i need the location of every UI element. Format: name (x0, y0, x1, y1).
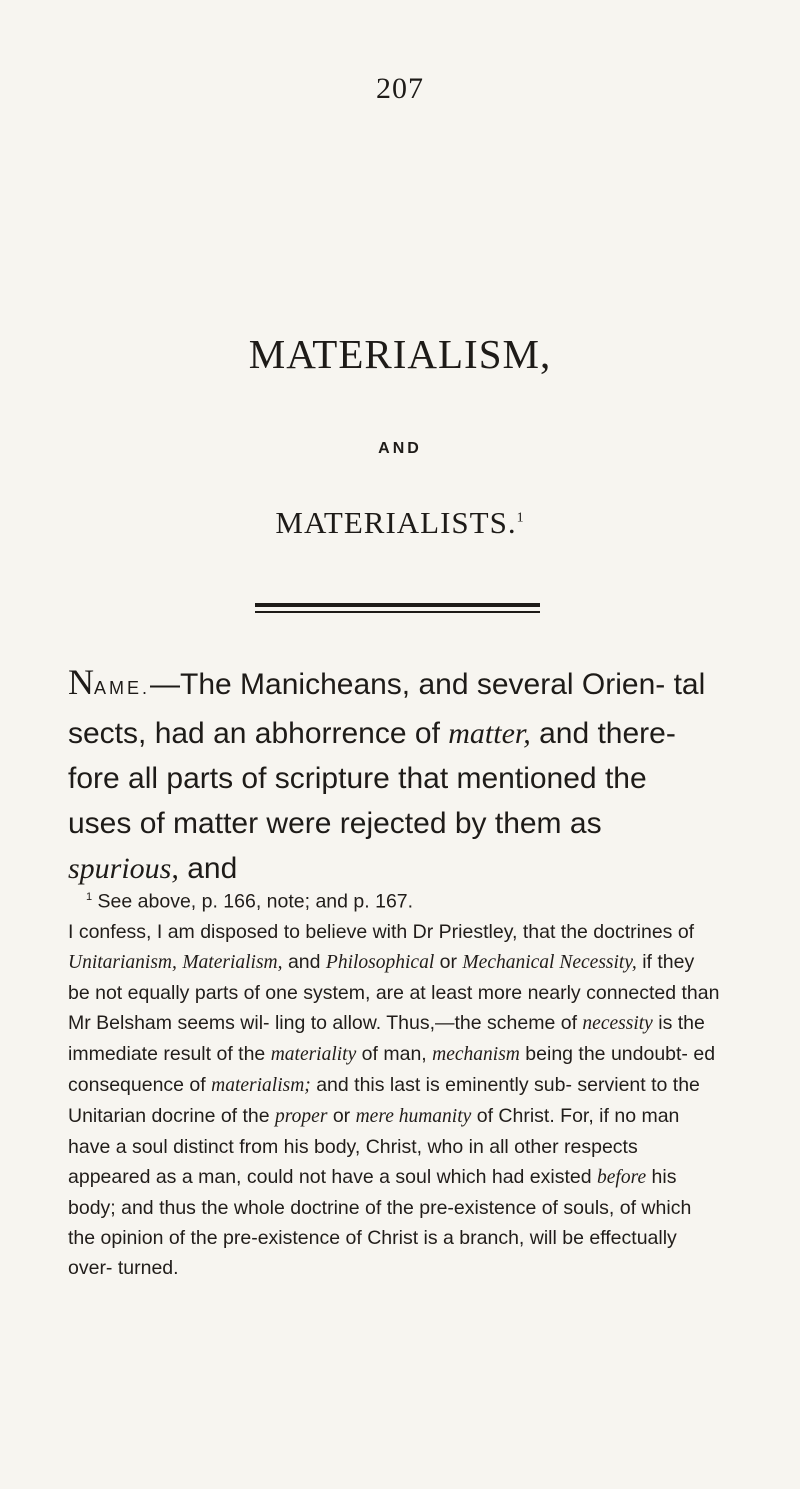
fn-text: if they be not equally parts of one system, are at least more nearly connected than Mr Belsham seems wil- ling to allow. Thus,—the scheme of (68, 950, 720, 1034)
fn-italic: before (597, 1166, 647, 1188)
fn-text: of Christ. For, if no man have a soul distinct from his body, Christ, who in all other respects appeared as a man, could not have a soul which had existed (68, 1104, 680, 1188)
body-text-2: and there- fore all parts of scripture that mentioned the uses of matter were rejected by them as (68, 717, 676, 840)
footnote (68, 882, 720, 1283)
fn-text: or (327, 1104, 356, 1127)
fn-text: and (282, 950, 326, 973)
drop-cap: N (68, 662, 94, 702)
fn-italic: Unitarianism, (68, 951, 177, 973)
page-number: 207 (376, 72, 424, 105)
double-rule-top (255, 603, 540, 607)
footnote-reference (68, 882, 720, 917)
fn-text: of man, (356, 1042, 433, 1065)
body-text-1: —The Manicheans, and several Orien- tal sects, had an abhorrence of (68, 668, 706, 750)
fn-italic: necessity (582, 1012, 653, 1034)
fn-text: and this last is eminently sub- servient to the Unitarian docrine of the (68, 1073, 700, 1127)
fn-text: I confess, I am disposed to believe with Dr Priestley, that the doctrines of (68, 920, 695, 943)
small-caps-word: AME. (94, 678, 151, 698)
footnote-body (68, 917, 720, 1283)
subtitle-text: MATERIALISTS. (275, 505, 517, 540)
body-italic-2: spurious, (68, 852, 179, 885)
body-italic-1: matter, (448, 717, 531, 750)
double-rule-bottom (255, 611, 540, 613)
footnote-marker: 1 (516, 510, 525, 526)
fn-italic: Materialism, (182, 951, 283, 973)
fn-italic: materialism; (211, 1074, 311, 1096)
footnote-ref-text: See above, p. 166, note; and p. 167. (97, 890, 414, 913)
body-text-3: and (178, 852, 238, 885)
fn-italic: proper (275, 1105, 328, 1127)
footnote-mark: 1 (86, 891, 93, 903)
title-connector: AND (378, 440, 422, 457)
fn-italic: mechanism (432, 1043, 520, 1065)
fn-text: or (434, 950, 463, 973)
fn-italic: Mechanical Necessity, (462, 951, 637, 973)
fn-italic: mere humanity (355, 1105, 472, 1127)
fn-text: is the immediate result of the (68, 1011, 705, 1065)
fn-text: his body; and thus the whole doctrine of the pre-existence of souls, of which the opinion of the pre-existence of Christ is a branch, will be effectually over- turned. (68, 1165, 692, 1279)
fn-text: being the undoubt- ed consequence of (68, 1042, 716, 1096)
fn-italic: materiality (270, 1043, 357, 1065)
body-paragraph (68, 662, 718, 891)
chapter-subtitle (0, 505, 800, 541)
fn-italic: Philosophical (325, 951, 435, 973)
chapter-title: MATERIALISM, (248, 331, 552, 377)
